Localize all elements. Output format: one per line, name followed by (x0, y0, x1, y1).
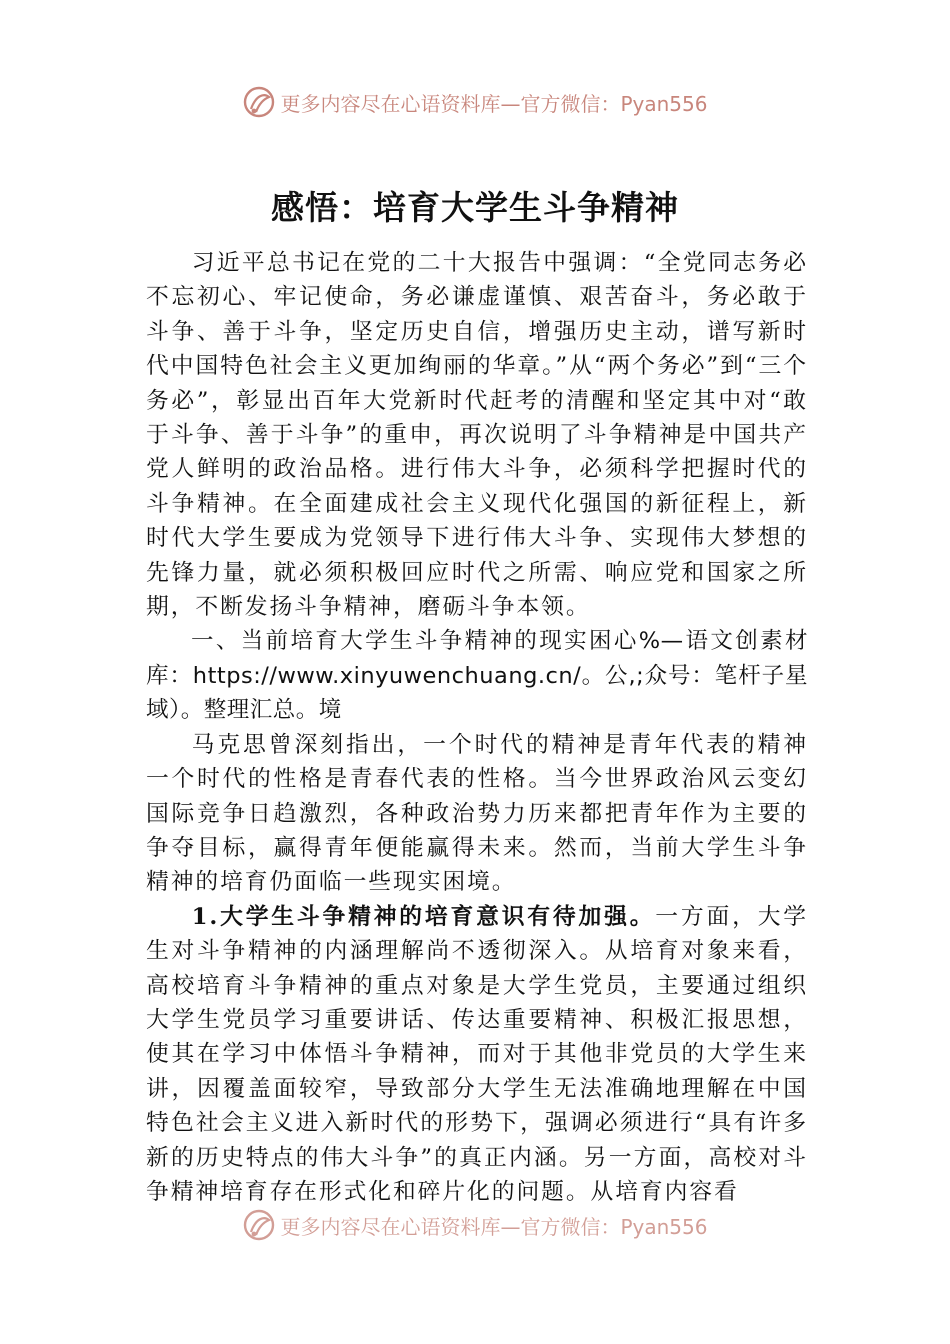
paragraph-point-1 (146, 900, 808, 1210)
article-body (146, 246, 808, 1216)
point-1-text: 一方面，大学生对斗争精神的内涵理解尚不透彻深入。从培育对象来看，高校培育斗争精神的重点对象是大学生党员，主要通过组织大学生党员学习重要讲话、传达重要精神、积极汇报思想，使其在学习中体悟斗争精神，而对于其他非党员的大学生来讲，因覆盖面较窄，导致部分大学生无法准确地理解在中国特色社会主义进入新时代的形势下，强调必须进行“具有许多新的历史特点的伟大斗争”的真正内涵。另一方面，高校对斗争精神培育存在形式化和碎片化的问题。从培育内容看 (146, 903, 808, 1205)
paragraph-marx: 马克思曾深刻指出，一个时代的精神是青年代表的精神一个时代的性格是青春代表的性格。当今世界政治风云变幻国际竞争日趋激烈，各种政治势力历来都把青年作为主要的争夺目标，赢得青年便能赢得未来。然而，当前大学生斗争精神的培育仍面临一些现实困境。 (146, 731, 808, 896)
watermark-banner-top (0, 82, 950, 122)
watermark-text: 更多内容尽在心语资料库—官方微信：Pyan556 (280, 1214, 708, 1239)
watermark-text: 更多内容尽在心语资料库—官方微信：Pyan556 (280, 91, 708, 116)
article-title: 感悟：培育大学生斗争精神 (271, 188, 679, 227)
section-heading-1: 一、当前培育大学生斗争精神的现实困心%—语文创素材库：https://www.xinyuwenchuang.cn/。公,;众号：笔杆子星域）。整理汇总。境 (146, 628, 808, 724)
watermark-banner-bottom (0, 1205, 950, 1245)
watermark-logo-icon (242, 1208, 276, 1242)
point-1-heading: 1.大学生斗争精神的培育意识有待加强。 (191, 903, 656, 930)
paragraph-intro: 习近平总书记在党的二十大报告中强调：“全党同志务必不忘初心、牢记使命，务必谦虚谨慎、艰苦奋斗，务必敢于斗争、善于斗争，坚定历史自信，增强历史主动，谱写新时代中国特色社会主义更加绚丽的华章。”从“两个务必”到“三个务必”，彰显出百年大党新时代赶考的清醒和坚定其中对“敢于斗争、善于斗争”的重申，再次说明了斗争精神是中国共产党人鲜明的政治品格。进行伟大斗争，必须科学把握时代的斗争精神。在全面建成社会主义现代化强国的新征程上，新时代大学生要成为党领导下进行伟大斗争、实现伟大梦想的先锋力量，就必须积极回应时代之所需、响应党和国家之所期，不断发扬斗争精神，磨砺斗争本领。 (146, 250, 808, 621)
watermark-logo-icon (242, 85, 276, 119)
